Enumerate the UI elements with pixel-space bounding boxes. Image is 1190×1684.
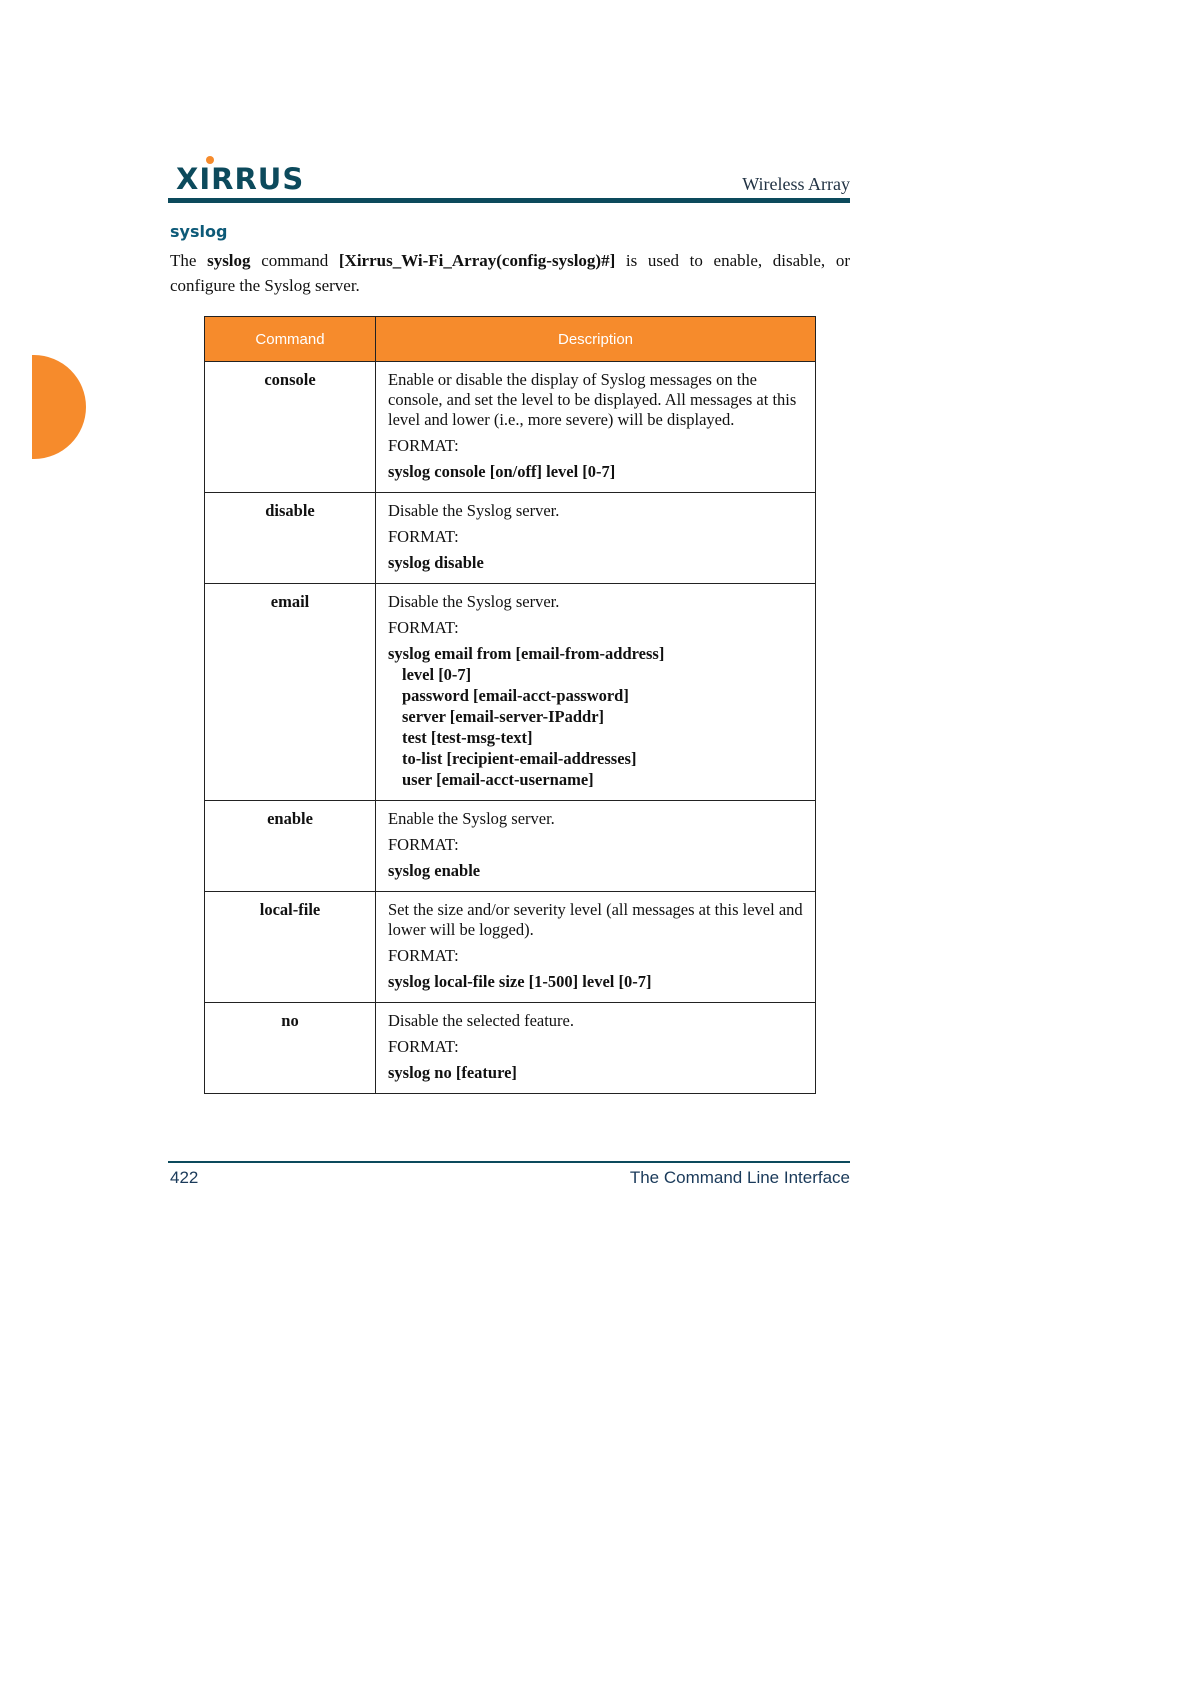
command-description-cell xyxy=(376,362,816,493)
footer-chapter-title: The Command Line Interface xyxy=(629,1168,850,1187)
intro-paragraph xyxy=(170,248,850,298)
intro-prompt: [Xirrus_Wi-Fi_Array(config-syslog)#] xyxy=(338,251,616,270)
command-name: local-file xyxy=(205,892,376,1003)
command-name: email xyxy=(205,584,376,801)
format-label: FORMAT: xyxy=(388,835,459,854)
command-name: no xyxy=(205,1003,376,1094)
command-description-cell xyxy=(376,801,816,892)
format-syntax-option: server [email-server-IPaddr] xyxy=(402,707,605,726)
command-description-cell xyxy=(376,1003,816,1094)
format-syntax: syslog email from [email-from-address] xyxy=(388,644,665,663)
command-name: console xyxy=(205,362,376,493)
command-description: Disable the selected feature. xyxy=(388,1011,574,1030)
format-syntax-option: password [email-acct-password] xyxy=(402,686,629,705)
intro-command: syslog xyxy=(207,251,251,270)
command-table-body xyxy=(205,362,816,1094)
format-syntax: syslog enable xyxy=(388,861,481,880)
format-syntax: syslog disable xyxy=(388,553,484,572)
format-syntax-option: user [email-acct-username] xyxy=(402,770,594,789)
command-name: enable xyxy=(205,801,376,892)
format-syntax: syslog local-file size [1-500] level [0-7] xyxy=(388,972,652,991)
intro-mid: command xyxy=(250,251,339,270)
command-table xyxy=(204,316,816,1094)
table-row xyxy=(205,493,816,584)
format-syntax: syslog no [feature] xyxy=(388,1063,517,1082)
page-header xyxy=(168,150,850,206)
command-name: disable xyxy=(205,493,376,584)
chapter-tab-marker xyxy=(32,355,86,459)
column-header-description: Description xyxy=(376,317,816,362)
table-row xyxy=(205,584,816,801)
format-syntax-option: test [test-msg-text] xyxy=(402,728,533,747)
xirrus-logo: XIRRUS xyxy=(176,162,305,196)
format-label: FORMAT: xyxy=(388,436,459,455)
format-syntax-option: level [0-7] xyxy=(402,665,472,684)
intro-pre: The xyxy=(170,251,208,270)
header-product-name: Wireless Array xyxy=(742,174,850,194)
command-description: Disable the Syslog server. xyxy=(388,501,560,520)
command-description: Set the size and/or severity level (all messages at this level and lower will be logged). xyxy=(388,900,803,939)
format-label: FORMAT: xyxy=(388,1037,459,1056)
table-row xyxy=(205,362,816,493)
section-title: syslog xyxy=(170,222,228,241)
command-description: Disable the Syslog server. xyxy=(388,592,560,611)
format-label: FORMAT: xyxy=(388,946,459,965)
page-number: 422 xyxy=(170,1168,199,1187)
command-description: Enable or disable the display of Syslog messages on the console, and set the level to be displayed. All messages at this level and lower (i.e., more severe) will be displayed. xyxy=(388,370,797,429)
table-row xyxy=(205,801,816,892)
command-description: Enable the Syslog server. xyxy=(388,809,555,828)
command-description-cell xyxy=(376,493,816,584)
command-description-cell xyxy=(376,892,816,1003)
table-row xyxy=(205,892,816,1003)
intro-post: is used to enable, disable, or configure the Syslog server. xyxy=(170,251,850,295)
format-syntax: syslog console [on/off] level [0-7] xyxy=(388,462,616,481)
table-row xyxy=(205,1003,816,1094)
format-label: FORMAT: xyxy=(388,618,459,637)
table-header-row xyxy=(205,317,816,362)
format-label: FORMAT: xyxy=(388,527,459,546)
format-syntax-option: to-list [recipient-email-addresses] xyxy=(402,749,637,768)
column-header-command: Command xyxy=(205,317,376,362)
footer-rule xyxy=(168,1161,850,1163)
command-description-cell xyxy=(376,584,816,801)
header-rule xyxy=(168,198,850,203)
